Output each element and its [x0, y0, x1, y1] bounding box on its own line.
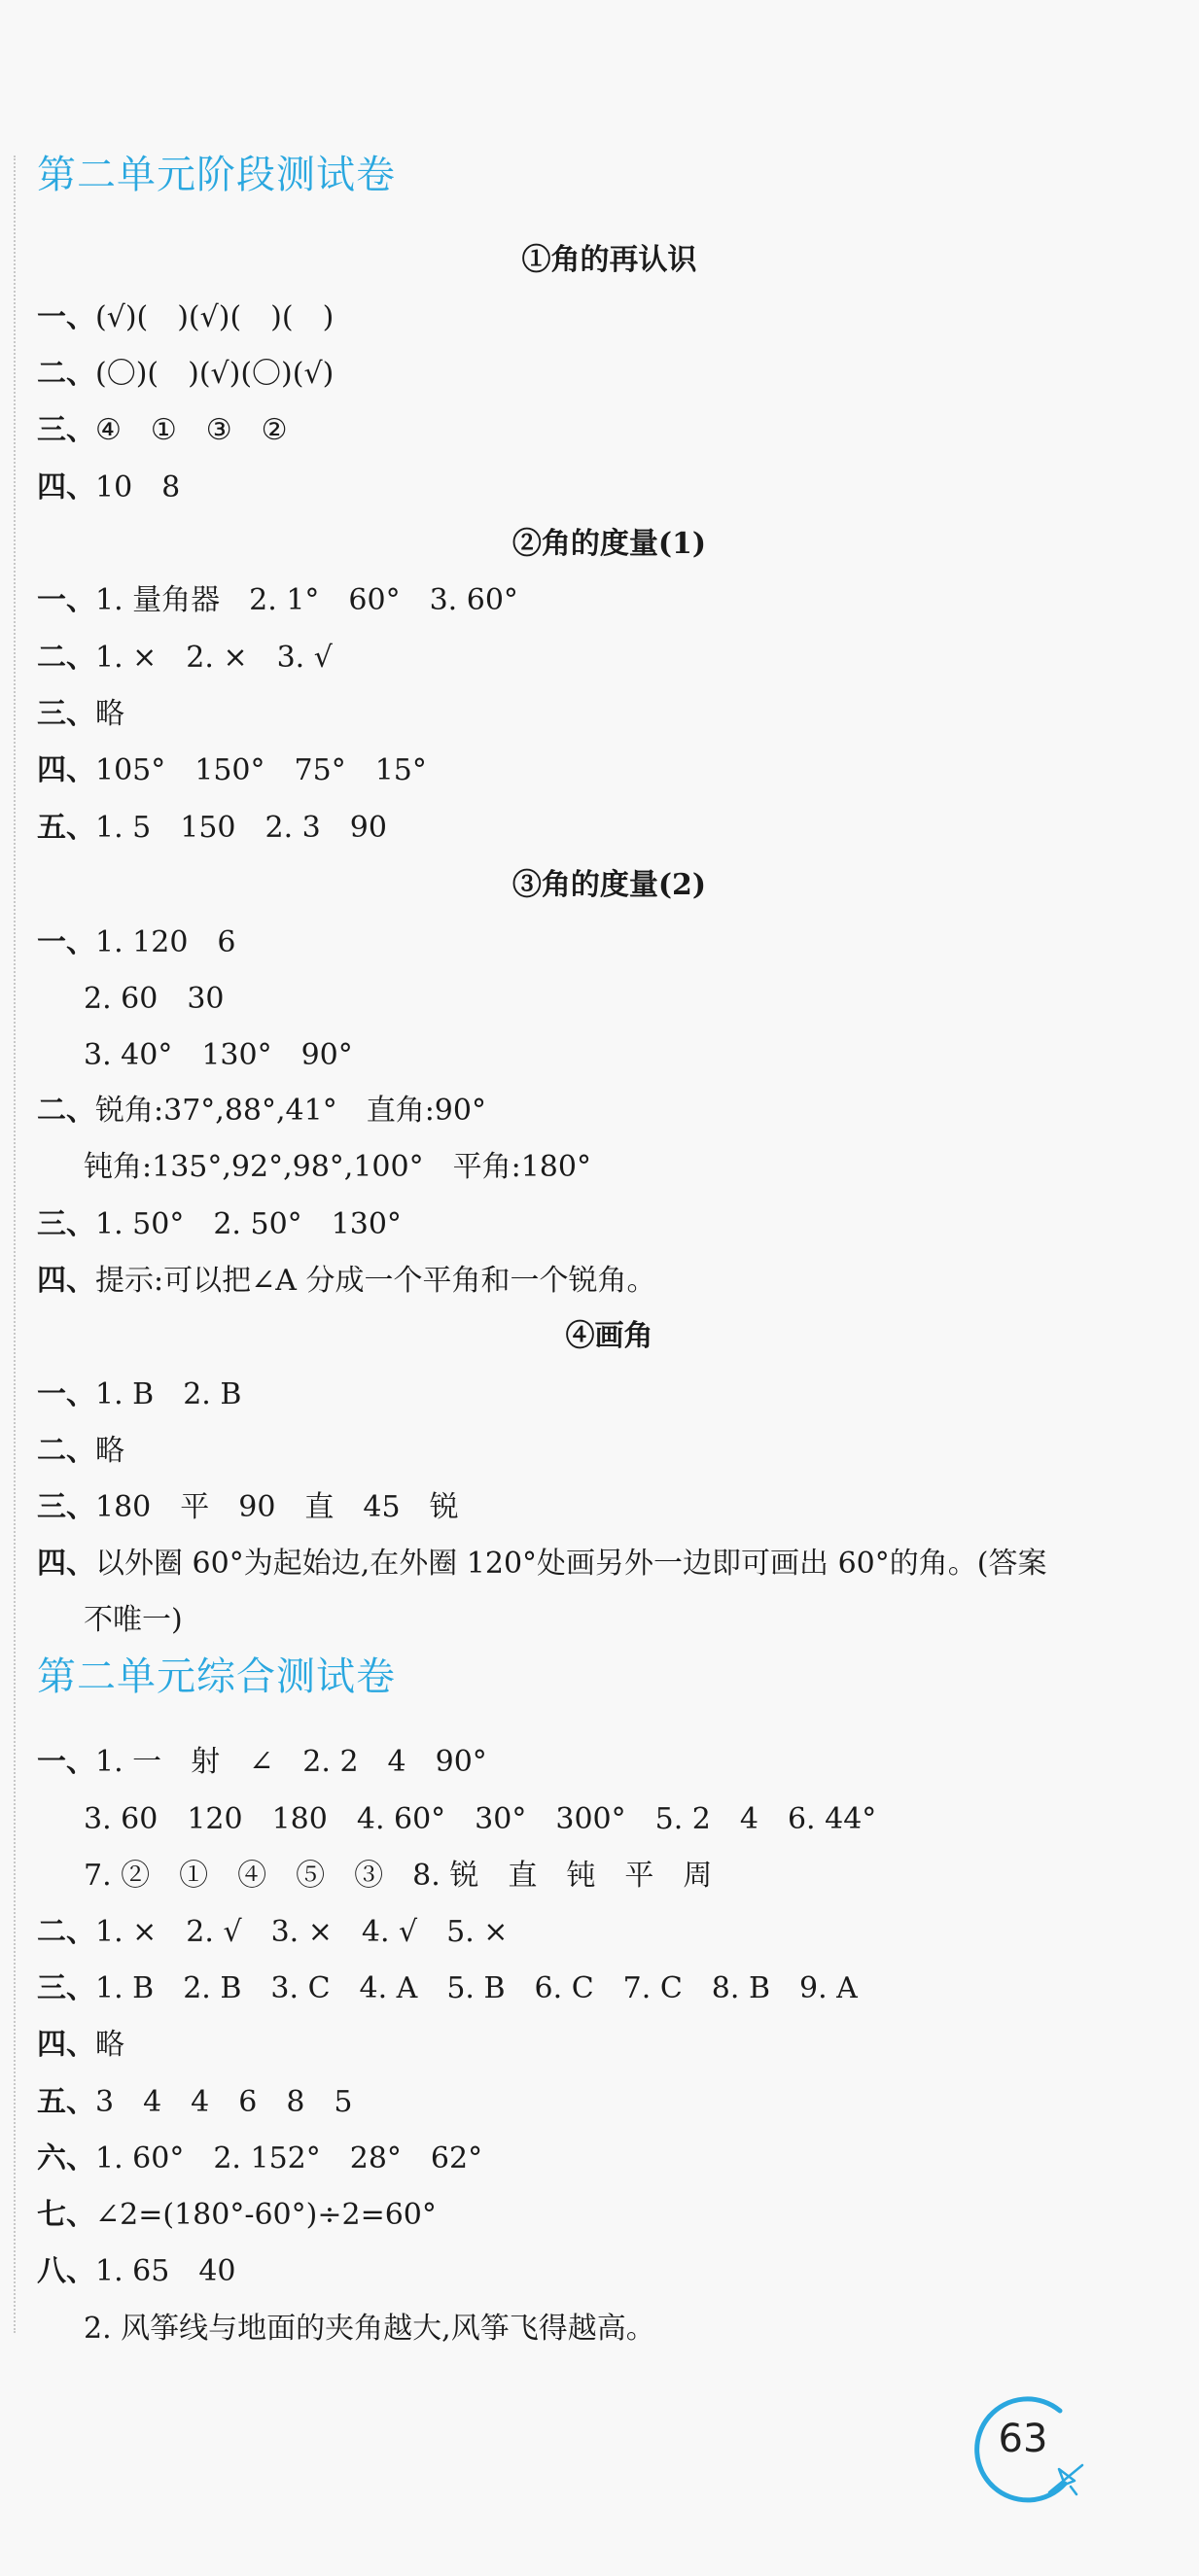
answer-line: 五、3 4 4 6 8 5: [37, 2085, 353, 2119]
answer-line: 7. ② ① ④ ⑤ ③ 8. 锐 直 钝 平 周: [84, 1859, 713, 1893]
answer-line: 一、1. B 2. B: [37, 1377, 242, 1411]
subsection-title-2: ②角的度量(1): [511, 527, 707, 561]
answer-line: 三、略: [37, 697, 124, 731]
answer-line: 三、180 平 90 直 45 锐: [37, 1490, 459, 1524]
page-number-badge: [968, 2382, 1094, 2508]
margin-dotted-line: [14, 156, 16, 2333]
answer-line: 七、∠2=(180°-60°)÷2=60°: [37, 2198, 437, 2232]
answer-line: 四、略: [37, 2028, 124, 2062]
airplane-icon: [1045, 2459, 1088, 2498]
answer-line: 四、10 8: [37, 470, 181, 505]
answer-line: 八、1. 65 40: [37, 2254, 236, 2288]
answer-line: 3. 40° 130° 90°: [84, 1038, 353, 1072]
answer-line: 四、提示:可以把∠A 分成一个平角和一个锐角。: [37, 1264, 656, 1298]
answer-line: 六、1. 60° 2. 152° 28° 62°: [37, 2141, 483, 2176]
answer-line: 四、以外圈 60°为起始边,在外圈 120°处画另外一边即可画出 60°的角。(答案: [37, 1547, 1047, 1581]
answer-line: 2. 60 30: [84, 982, 225, 1016]
answer-line: 不唯一): [84, 1603, 183, 1637]
answer-line: 2. 风筝线与地面的夹角越大,风筝飞得越高。: [84, 2312, 655, 2346]
answer-line: 二、锐角:37°,88°,41° 直角:90°: [37, 1094, 486, 1128]
subsection-title-1: ①角的再认识: [521, 243, 697, 277]
answer-line: 一、1. 一 射 ∠ 2. 2 4 90°: [37, 1745, 487, 1779]
section-title-unit-test: 第二单元综合测试卷: [37, 1654, 396, 1699]
answer-line: 三、1. 50° 2. 50° 130°: [37, 1207, 402, 1241]
answer-line: 三、1. B 2. B 3. C 4. A 5. B 6. C 7. C 8. B 9. A: [37, 1971, 858, 2005]
subsection-title-4: ④画角: [565, 1319, 653, 1353]
answer-line: 二、1. × 2. √ 3. × 4. √ 5. ×: [37, 1915, 509, 1949]
answer-line: 一、1. 量角器 2. 1° 60° 3. 60°: [37, 583, 518, 617]
answer-line: 三、④ ① ③ ②: [37, 413, 288, 447]
answer-line: 钝角:135°,92°,98°,100° 平角:180°: [84, 1150, 591, 1184]
answer-line: 一、(√)( )(√)( )( ): [37, 300, 335, 334]
answer-line: 二、1. × 2. × 3. √: [37, 641, 333, 675]
answer-line: 一、1. 120 6: [37, 925, 236, 959]
answer-line: 3. 60 120 180 4. 60° 30° 300° 5. 2 4 6. 44°: [84, 1802, 877, 1836]
answer-line: 二、略: [37, 1434, 124, 1468]
answer-line: 二、(〇)( )(√)(〇)(√): [37, 357, 335, 391]
section-title-stage-test: 第二单元阶段测试卷: [37, 153, 396, 197]
answer-line: 五、1. 5 150 2. 3 90: [37, 811, 387, 845]
subsection-title-3: ③角的度量(2): [511, 868, 707, 902]
page-number: 63: [998, 2417, 1048, 2461]
answer-line: 四、105° 150° 75° 15°: [37, 753, 427, 787]
